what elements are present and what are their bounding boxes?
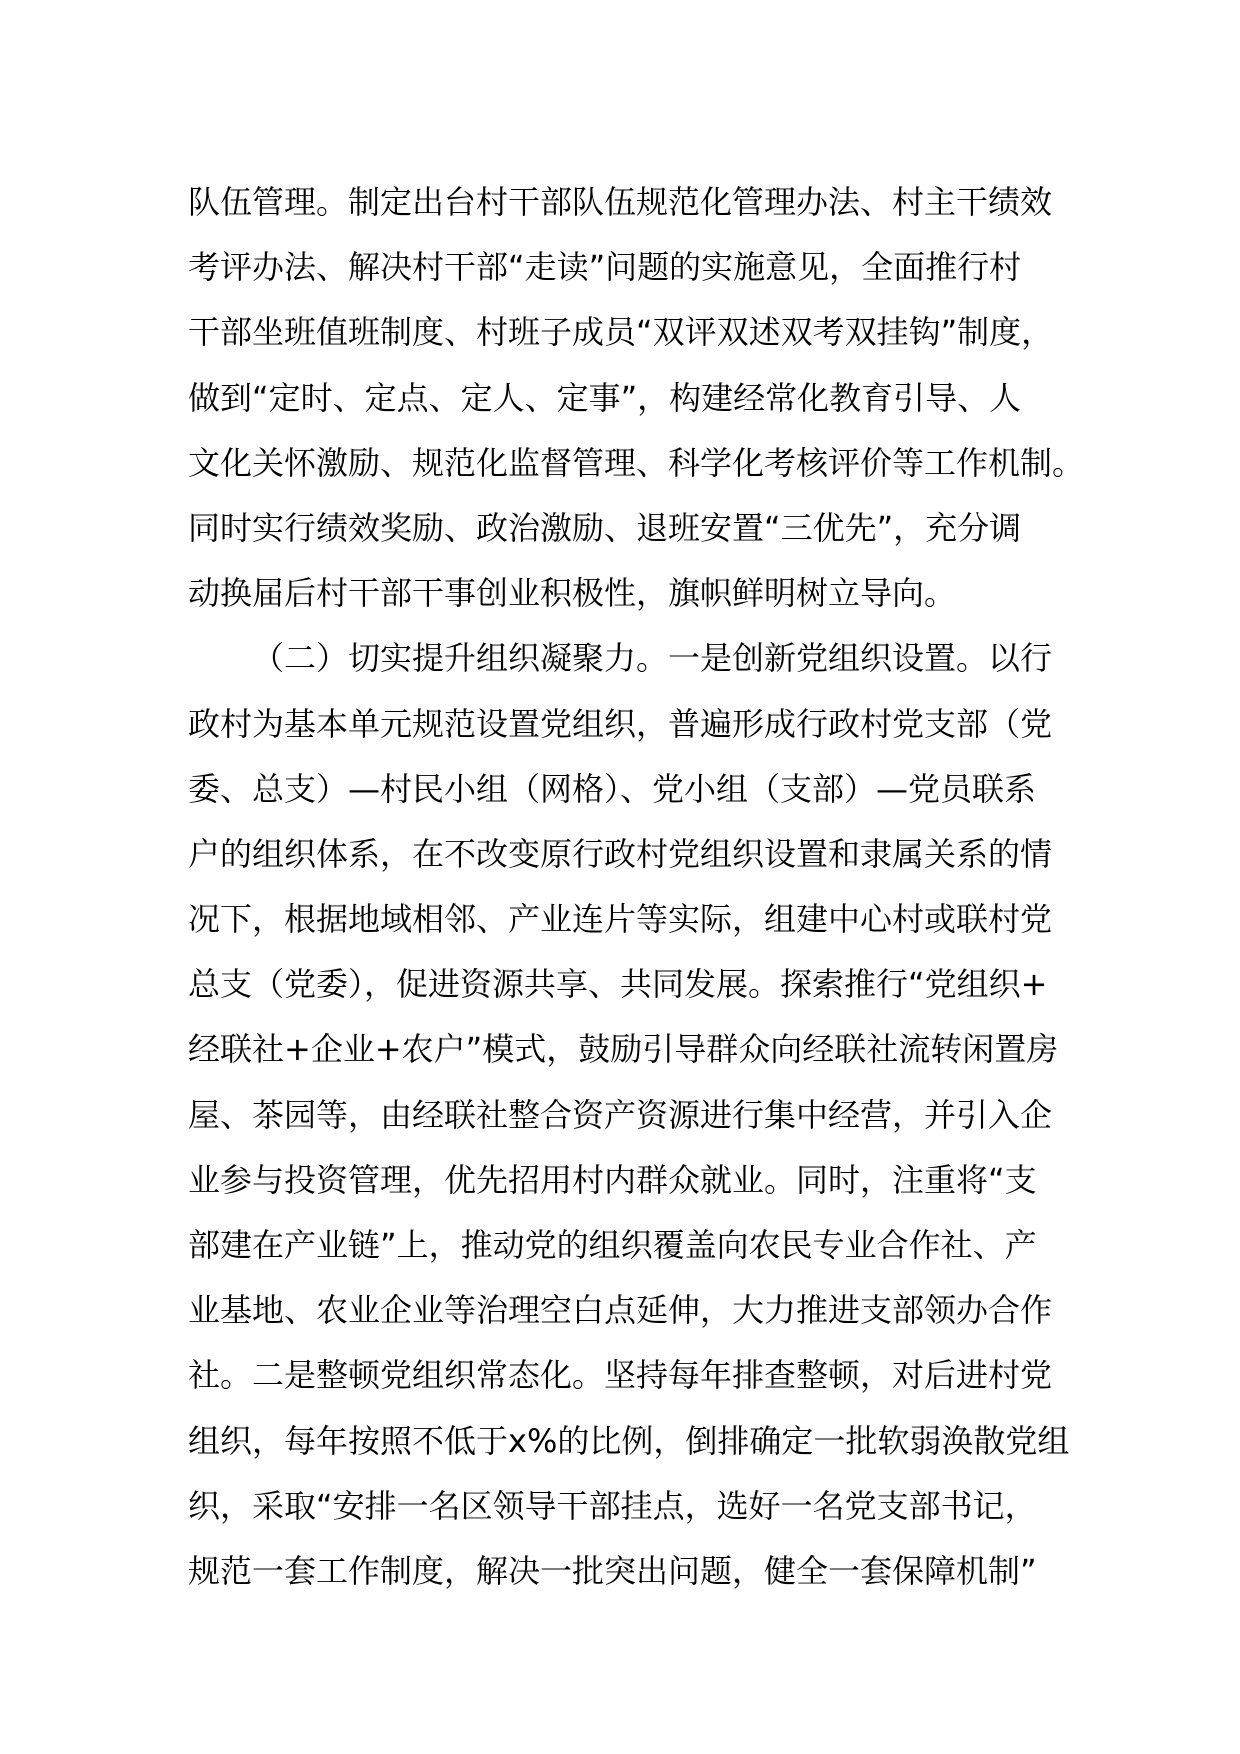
- text-line: 组织，每年按照不低于x%的比例，倒排确定一批软弱涣散党组: [188, 1421, 1070, 1460]
- section-heading-line: （二）切实提升组织凝聚力。一是创新党组织设置。以行: [252, 639, 1053, 678]
- text-line: 动换届后村干部干事创业积极性，旗帜鲜明树立导向。: [188, 574, 957, 613]
- text-line: 文化关怀激励、规范化监督管理、科学化考核评价等工作机制。: [188, 443, 1085, 482]
- text-line: 部建在产业链”上，推动党的组织覆盖向农民专业合作社、产: [188, 1226, 1037, 1264]
- text-line: 做到“定时、定点、定人、定事”，构建经常化教育引导、人: [188, 378, 1022, 417]
- text-line: 社。二是整顿党组织常态化。坚持每年排查整顿，对后进村党: [188, 1356, 1053, 1395]
- text-line: 同时实行绩效奖励、政治激励、退班安置“三优先”，充分调: [188, 508, 1022, 547]
- text-line: 业基地、农业企业等治理空白点延伸，大力推进支部领办合作: [188, 1291, 1053, 1330]
- text-line: 户的组织体系，在不改变原行政村党组织设置和隶属关系的情: [188, 834, 1053, 873]
- text-line: 况下，根据地域相邻、产业连片等实际，组建中心村或联村党: [188, 900, 1053, 939]
- text-line: 织，采取“安排一名区领导干部挂点，选好一名党支部书记，: [188, 1486, 1037, 1525]
- body-text: [188, 170, 1088, 1604]
- text-line: 干部坐班值班制度、村班子成员“双评双述双考双挂钩”制度，: [188, 313, 1054, 352]
- text-line: 队伍管理。制定出台村干部队伍规范化管理办法、村主干绩效: [188, 183, 1053, 221]
- text-line: 屋、茶园等，由经联社整合资产资源进行集中经营，并引入企: [188, 1095, 1053, 1134]
- text-line: 规范一套工作制度，解决一批突出问题，健全一套保障机制”: [188, 1551, 1037, 1590]
- text-line: 总支（党委），促进资源共享、共同发展。探索推行“党组织+: [188, 965, 1048, 1004]
- text-line: 政村为基本单元规范设置党组织，普遍形成行政村党支部（党: [188, 704, 1053, 743]
- text-line: 考评办法、解决村干部“走读”问题的实施意见，全面推行村: [188, 248, 1022, 287]
- text-line: 业参与投资管理，优先招用村内群众就业。同时，注重将“支: [188, 1160, 1037, 1199]
- text-line: 委、总支）—村民小组（网格）、党小组（支部）—党员联系: [188, 769, 1037, 808]
- text-line: 经联社+企业+农户”模式，鼓励引导群众向经联社流转闲置房: [188, 1030, 1059, 1069]
